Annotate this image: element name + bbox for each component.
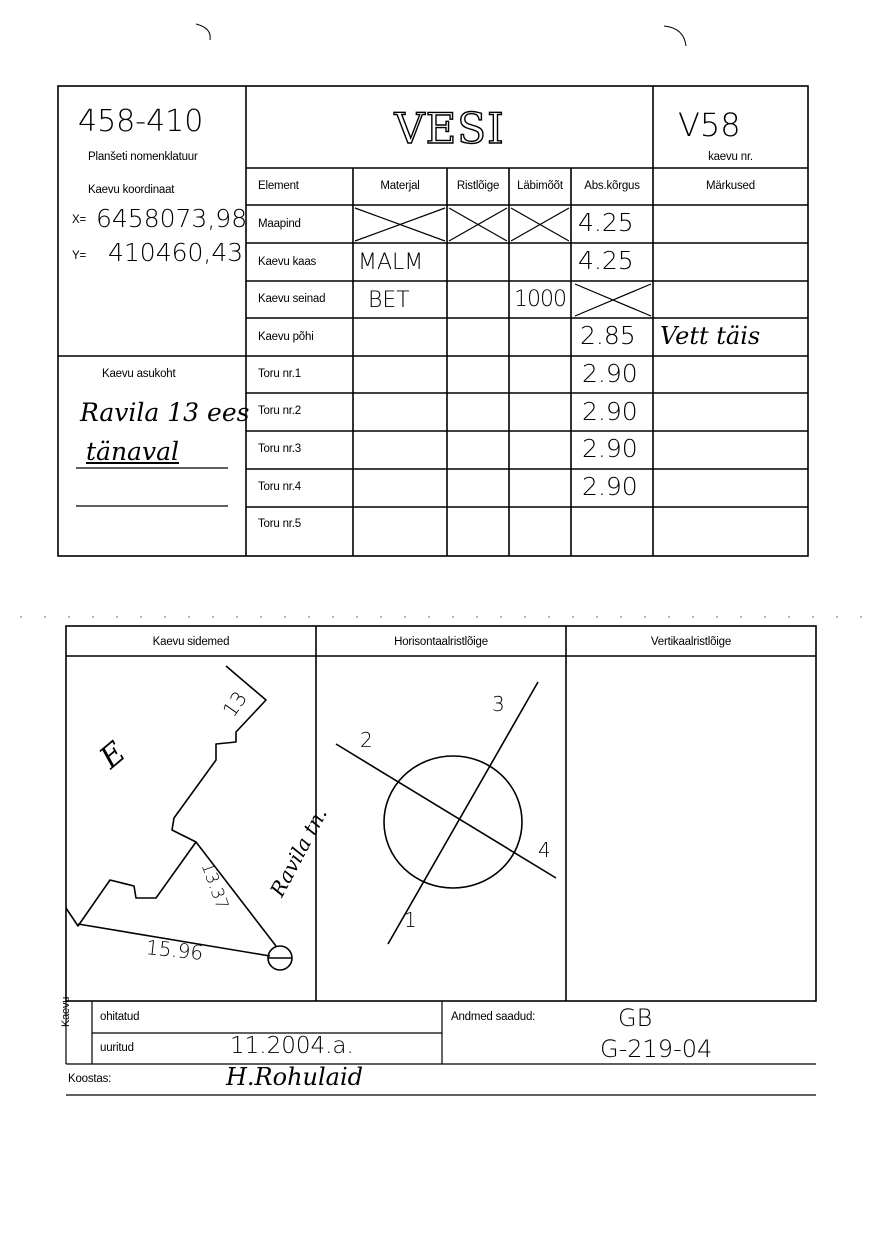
row-label: Kaevu seinad — [258, 293, 326, 305]
coordinates-label: Kaevu koordinaat — [88, 184, 175, 196]
data-source-label: Andmed saadud: — [451, 1011, 536, 1023]
abs-height-value: 2.90 — [582, 359, 638, 388]
header-notes: Märkused — [706, 180, 755, 192]
location-line-1: Ravila 13 ees — [80, 398, 250, 427]
row-label: Toru nr.3 — [258, 443, 301, 455]
header-element: Element — [258, 180, 299, 192]
x-coordinate: 6458073,98 — [96, 204, 248, 233]
row-label: Maapind — [258, 218, 301, 230]
sketch-header-vertical: Vertikaalristlõige — [650, 636, 732, 648]
abs-height-value: 4.25 — [578, 208, 634, 237]
y-prefix: Y= — [72, 250, 86, 262]
row-label: Toru nr.4 — [258, 481, 301, 493]
data-source-value-1: GB — [618, 1004, 653, 1032]
form-title: VESI — [394, 104, 505, 153]
header-abs-height: Abs.kõrgus — [584, 180, 640, 192]
pipe-label: 3 — [492, 692, 505, 716]
distance-a: 13.37 — [196, 859, 233, 913]
data-source-value-2: G-219-04 — [600, 1035, 713, 1063]
footer-side-label: Kaevu — [60, 996, 72, 1027]
abs-height-value: 2.90 — [582, 434, 638, 463]
compiled-label: Koostas: — [68, 1073, 112, 1085]
map-sheet-label: Planšeti nomenklatuur — [88, 151, 198, 163]
abs-height-value: 2.90 — [582, 472, 638, 501]
row-label: Toru nr.2 — [258, 405, 301, 417]
pipe-label: 4 — [538, 838, 551, 862]
distance-b: 15.96 — [144, 935, 205, 965]
header-material: Materjal — [380, 180, 420, 192]
pipe-label: 1 — [404, 908, 417, 932]
inspected-label: ohitatud — [100, 1011, 140, 1023]
house-number: 13 — [217, 686, 252, 722]
row-label: Toru nr.1 — [258, 368, 301, 380]
well-number-value: V58 — [678, 106, 741, 144]
sketch-header-ties: Kaevu sidemed — [152, 636, 230, 648]
sketch-header-horizontal: Horisontaalristlõige — [394, 636, 488, 648]
header-diameter: Läbimõõt — [517, 180, 563, 192]
pipe-label: 2 — [360, 728, 373, 752]
abs-height-value: 2.90 — [582, 397, 638, 426]
pipe-line-1-3 — [388, 682, 538, 944]
abs-height-value: 2.85 — [580, 321, 636, 350]
pipe-line-2-4 — [336, 744, 556, 878]
surveyed-label: uuritud — [100, 1042, 134, 1054]
surveyed-value: 11.2004.a. — [230, 1033, 354, 1059]
row-label: Kaevu kaas — [258, 256, 317, 268]
material-value: MALM — [358, 250, 424, 275]
x-prefix: X= — [72, 214, 86, 226]
header-cross-section: Ristlõige — [456, 180, 500, 192]
well-circle — [384, 756, 522, 888]
location-label: Kaevu asukoht — [102, 368, 176, 380]
location-line-2: tänaval — [86, 437, 179, 466]
building-label: E — [93, 735, 133, 776]
material-value: BET — [368, 288, 410, 313]
row-label: Toru nr.5 — [258, 518, 301, 530]
abs-height-value: 4.25 — [578, 246, 634, 275]
y-coordinate: 410460,43 — [108, 238, 244, 267]
map-sheet-value: 458-410 — [78, 104, 204, 139]
compiled-value: H.Rohulaid — [226, 1063, 364, 1091]
diameter-value: 1000 — [514, 287, 566, 312]
notes-value: Vett täis — [660, 322, 761, 350]
row-label: Kaevu põhi — [258, 331, 314, 343]
well-number-label: kaevu nr. — [708, 151, 753, 163]
street-name: Ravila tn. — [265, 803, 332, 901]
